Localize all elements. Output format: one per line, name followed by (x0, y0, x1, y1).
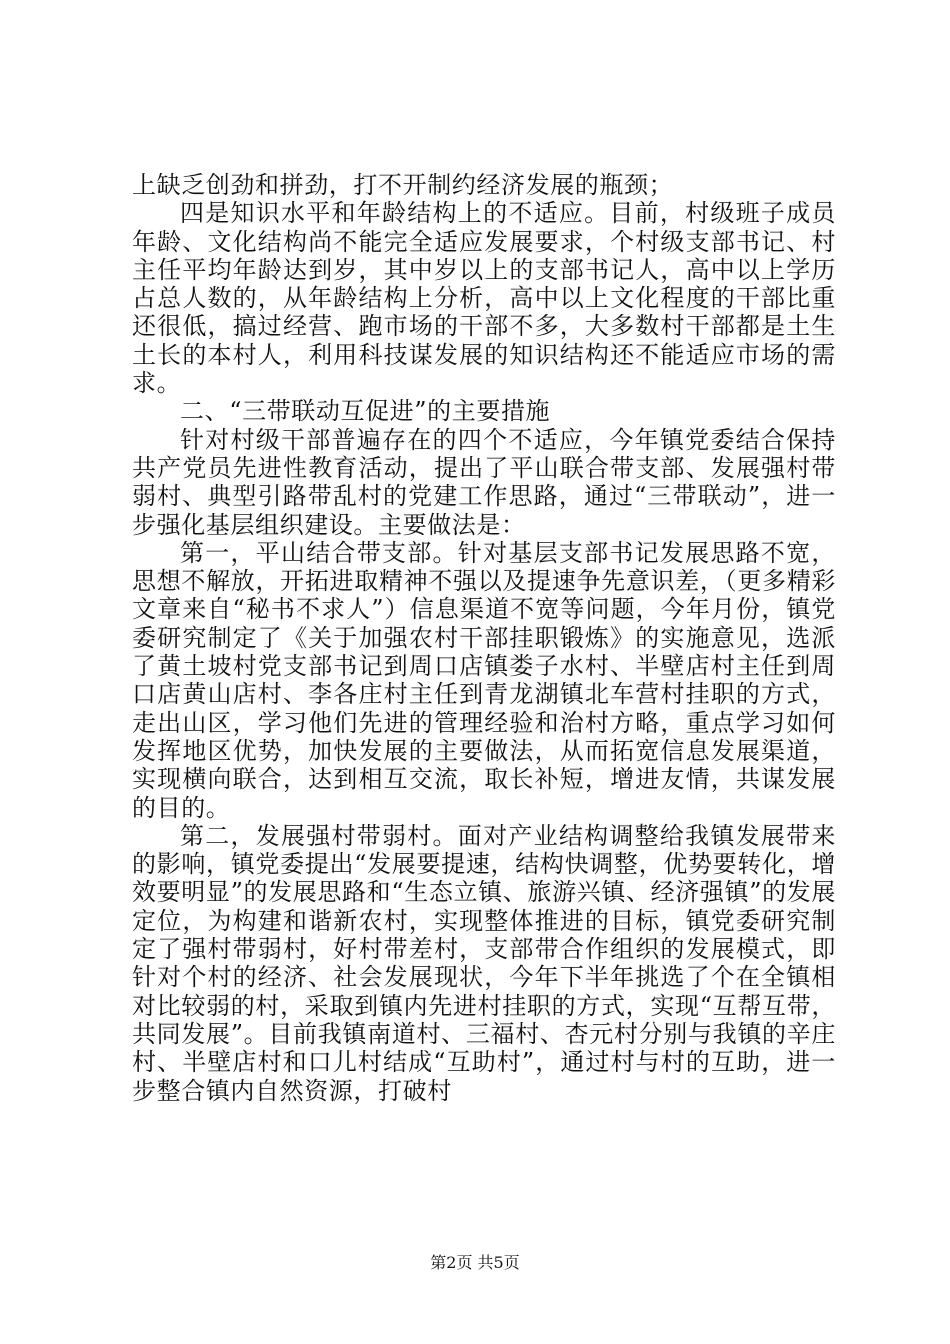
section-heading-measures: 二、“三带联动互促进”的主要措施 (180, 397, 551, 426)
paragraph-continuation: 上缺乏创劲和拼劲，打不开制约经济发展的瓶颈； (132, 171, 674, 199)
paragraph-knowledge-age: 四是知识水平和年龄结构上的不适应。目前，村级班子成员年龄、文化结构尚不能完全适应发展要求，个村级支部书记、村主任平均年龄达到岁，其中岁以上的支部书记人，高中以上学历占总人数的，从年龄结构上分析，高中以上文化程度的干部比重还很低，搞过经营、跑市场的干部不多，大多数村干部都是土生土长的本村人，利用科技谋发展的知识结构还不能适应市场的需求。 (132, 199, 836, 398)
document-body (132, 171, 836, 1105)
paragraph-second-measure: 第二，发展强村带弱村。面对产业结构调整给我镇发展带来的影响，镇党委提出“发展要提速，结构快调整，优势要转化，增效要明显”的发展思路和“生态立镇、旅游兴镇、经济强镇”的发展定位，为构建和谐新农村，实现整体推进的目标，镇党委研究制定了强村带弱村，好村带差村，支部带合作组织的发展模式，即针对个村的经济、社会发展现状，今年下半年挑选了个在全镇相对比较弱的村，采取到镇内先进村挂职的方式，实现“互帮互带，共同发展”。目前我镇南道村、三福村、杏元村分别与我镇的辛庄村、半壁店村和口儿村结成“互助村”，通过村与村的互助，进一步整合镇内自然资源，打破村 (132, 821, 836, 1105)
paragraph-first-measure: 第一，平山结合带支部。针对基层支部书记发展思路不宽，思想不解放，开拓进取精神不强以及提速争先意识差，（更多精彩文章来自“秘书不求人”）信息渠道不宽等问题，今年月份，镇党委研究制定了《关于加强农村干部挂职锻炼》的实施意见，选派了黄土坡村党支部书记到周口店镇娄子水村、半壁店村主任到周口店黄山店村、李各庄村主任到青龙湖镇北车营村挂职的方式，走出山区，学习他们先进的管理经验和治村方略，重点学习如何发挥地区优势，加快发展的主要做法，从而拓宽信息发展渠道，实现横向联合，达到相互交流，取长补短，增进友情，共谋发展的目的。 (132, 538, 836, 822)
paragraph-measures-intro: 针对村级干部普遍存在的四个不适应，今年镇党委结合保持共产党员先进性教育活动，提出了平山联合带支部、发展强村带弱村、典型引路带乱村的党建工作思路，通过“三带联动”，进一步强化基层组织建设。主要做法是： (132, 425, 836, 539)
page-footer: 第2页 共5页 (430, 1253, 520, 1272)
